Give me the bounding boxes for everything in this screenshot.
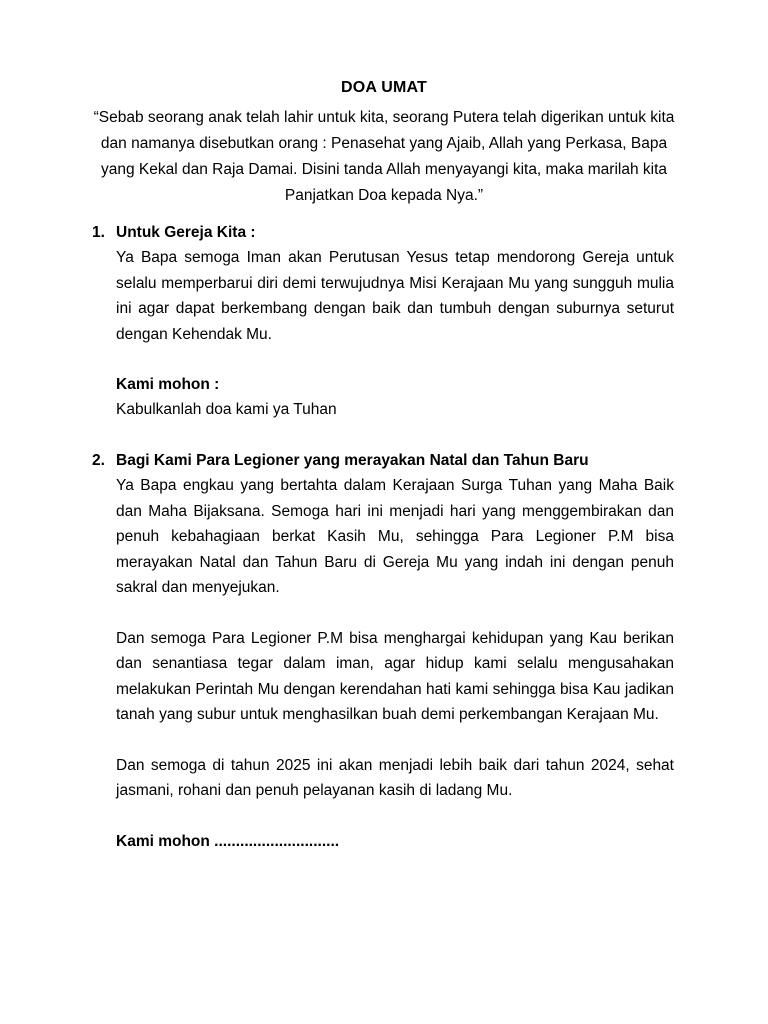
section-paragraph: Ya Bapa engkau yang bertahta dalam Kerajaan Surga Tuhan yang Maha Baik dan Maha Bijaksana. Semoga hari ini menjadi hari yang menggembirakan dan penuh kebahagiaan berkat Kasih Mu, sehingga Para Legioner P.M bisa merayakan Natal dan Tahun Baru di Gereja Mu yang indah ini dengan penuh sakral dan menyejukan.: [116, 477, 674, 596]
section-number: 2.: [92, 452, 105, 469]
spacer: [116, 804, 674, 829]
spacer: [116, 347, 674, 372]
prayer-section-1: [92, 220, 674, 422]
section-paragraph: Dan semoga di tahun 2025 ini akan menjadi lebih baik dari tahun 2024, sehat jasmani, rohani dan penuh pelayanan kasih di ladang Mu.: [116, 756, 674, 799]
kami-mohon-label: Kami mohon .............................: [116, 832, 340, 850]
kami-mohon-label: Kami mohon :: [116, 376, 220, 393]
spacer: [116, 728, 674, 753]
section-number: 1.: [92, 224, 105, 241]
section-paragraph: Ya Bapa semoga Iman akan Perutusan Yesus tetap mendorong Gereja untuk selalu memperbarui diri demi terwujudnya Misi Kerajaan Mu yang sungguh mulia ini agar dapat berkembang dengan baik dan tumbuh dengan suburnya seturut dengan Kehendak Mu.: [116, 249, 674, 343]
section-paragraph: Dan semoga Para Legioner P.M bisa menghargai kehidupan yang Kau berikan dan senantiasa tegar dalam iman, agar hidup kami selalu mengusahakan melakukan Perintah Mu dengan kerendahan hati kami sehingga bisa Kau jadikan tanah yang subur untuk menghasilkan buah demi perkembangan Kerajaan Mu.: [116, 629, 674, 723]
kami-mohon-response: Kabulkanlah doa kami ya Tuhan: [116, 401, 337, 418]
section-heading: Bagi Kami Para Legioner yang merayakan Natal dan Tahun Baru: [116, 452, 589, 469]
section-heading: Untuk Gereja Kita :: [116, 224, 256, 241]
prayer-section-2: [92, 448, 674, 854]
document-title: DOA UMAT: [340, 79, 428, 96]
intro-verse: “Sebab seorang anak telah lahir untuk kita, seorang Putera telah digerikan untuk kita dan namanya disebutkan orang : Penasehat yang Ajaib, Allah yang Perkasa, Bapa yang Kekal dan Raja Damai. Disini tanda Allah menyayangi kita, maka marilah kita Panjatkan Doa kepada Nya.”: [93, 109, 675, 204]
spacer: [116, 601, 674, 626]
